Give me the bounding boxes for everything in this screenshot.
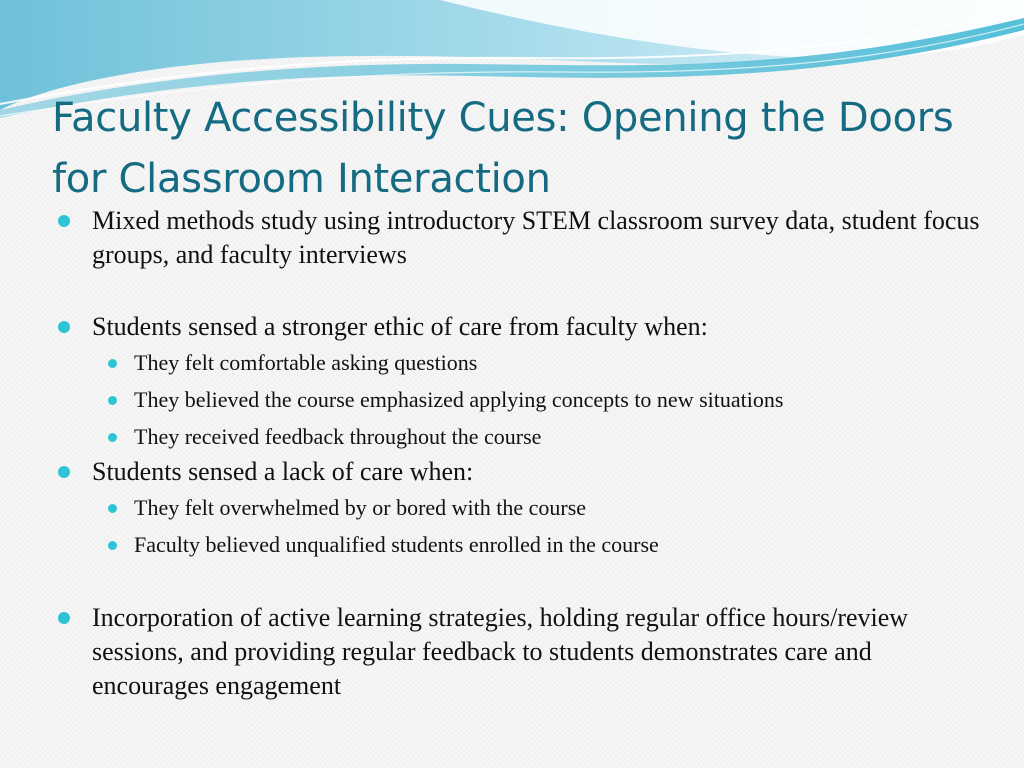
slide-title: Faculty Accessibility Cues: Opening the Doors for Classroom Interaction	[52, 95, 954, 202]
sub-bullet-text: They felt overwhelmed by or bored with the course	[134, 495, 587, 520]
bullet-dot-icon	[58, 215, 70, 227]
sub-bullet-text: They believed the course emphasized applying concepts to new situations	[134, 387, 784, 412]
sub-bullet-text: Faculty believed unqualified students enrolled in the course	[134, 532, 659, 557]
bullet-dot-icon	[58, 321, 70, 333]
sub-bullet-text: They received feedback throughout the course	[134, 424, 542, 449]
sub-bullet-item	[56, 418, 986, 455]
sub-bullet-dot-icon	[108, 541, 117, 550]
sub-bullet-dot-icon	[108, 504, 117, 513]
bullet-item	[56, 601, 986, 703]
bullet-text: Students sensed a stronger ethic of care from faculty when:	[92, 312, 708, 341]
bullet-text: Mixed methods study using introductory STEM classroom survey data, student focus groups, and faculty interviews	[92, 206, 980, 269]
bullet-text: Students sensed a lack of care when:	[92, 457, 474, 486]
sub-bullet-item	[56, 381, 986, 418]
bullet-dot-icon	[58, 466, 70, 478]
sub-bullet-dot-icon	[108, 433, 117, 442]
bullet-item	[56, 310, 986, 344]
sub-bullet-dot-icon	[108, 396, 117, 405]
bullet-list	[56, 204, 986, 703]
bullet-dot-icon	[58, 612, 70, 624]
sub-bullet-item	[56, 526, 986, 563]
sub-bullet-dot-icon	[108, 359, 117, 368]
bullet-text: Incorporation of active learning strategies, holding regular office hours/review sessions, and providing regular feedback to students demonstrates care and encourages engagement	[92, 603, 909, 700]
bullet-item	[56, 204, 986, 272]
sub-bullet-item	[56, 344, 986, 381]
sub-bullet-text: They felt comfortable asking questions	[134, 350, 478, 375]
bullet-item	[56, 455, 986, 489]
sub-bullet-item	[56, 489, 986, 526]
